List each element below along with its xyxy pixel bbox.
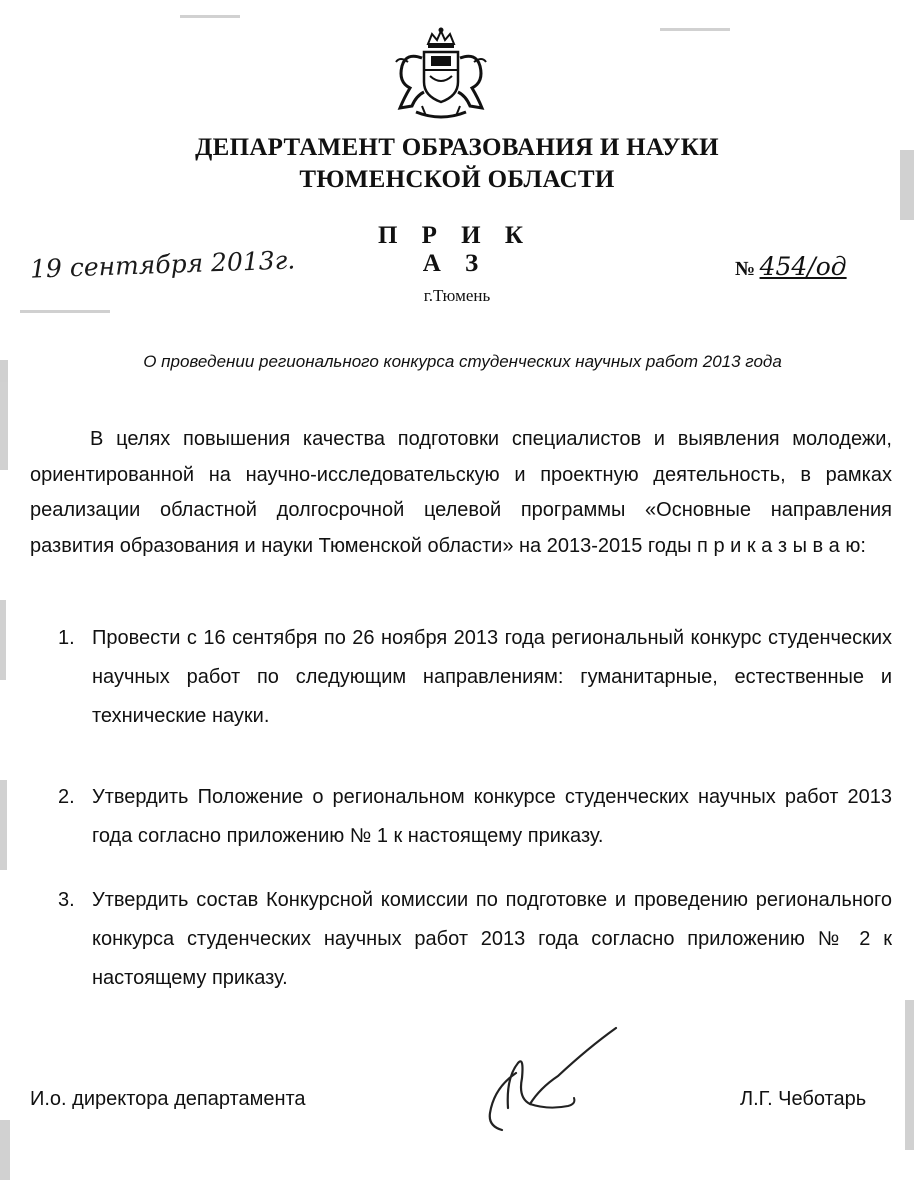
order-number xyxy=(735,252,847,281)
signer-name: Л.Г. Чеботарь xyxy=(740,1088,867,1110)
number-sign: № xyxy=(735,258,756,280)
item-number: 1. xyxy=(58,627,75,649)
order-item-3 xyxy=(58,881,892,998)
order-title: П Р И К А З xyxy=(377,222,533,277)
item-number: 3. xyxy=(58,889,75,911)
department-name-line-1: ДЕПАРТАМЕНТ ОБРАЗОВАНИЯ И НАУКИ xyxy=(195,134,719,161)
order-item-1 xyxy=(58,619,892,736)
item-number: 2. xyxy=(58,786,75,808)
order-subject: О проведении регионального конкурса студенческих научных работ 2013 года xyxy=(143,352,782,371)
signer-title: И.о. директора департамента xyxy=(30,1088,306,1110)
coat-of-arms-emblem xyxy=(386,26,496,126)
item-text: Утвердить состав Конкурсной комиссии по подготовке и проведению регионального конкурса студенческих научных работ 2013 года согласно приложению № 2 к настоящему приказу. xyxy=(92,889,892,989)
order-item-2 xyxy=(58,778,892,856)
preamble-paragraph: В целях повышения качества подготовки специалистов и выявления молодежи, ориентированной на научно-исследовательскую и проектную деятельность, в рамках реализации областной долгосрочной целевой программы «Основные направления развития образования и науки Тюменской области» на 2013-2015 годы п р и к а з ы в а ю: xyxy=(30,428,892,557)
department-name-line-2: ТЮМЕНСКОЙ ОБЛАСТИ xyxy=(299,166,615,193)
item-text: Провести с 16 сентября по 26 ноября 2013 года региональный конкурс студенческих научных работ по следующим направлениям: гуманитарные, естественные и технические науки. xyxy=(92,627,892,727)
item-text: Утвердить Положение о региональном конкурсе студенческих научных работ 2013 года согласно приложению № 1 к настоящему приказу. xyxy=(92,786,892,847)
order-number-handwritten: 454/од xyxy=(759,252,847,281)
department-name xyxy=(0,132,914,196)
order-date-handwritten: 19 сентября 2013г. xyxy=(29,245,296,284)
handwritten-signature xyxy=(478,1018,638,1133)
city: г.Тюмень xyxy=(423,286,491,305)
